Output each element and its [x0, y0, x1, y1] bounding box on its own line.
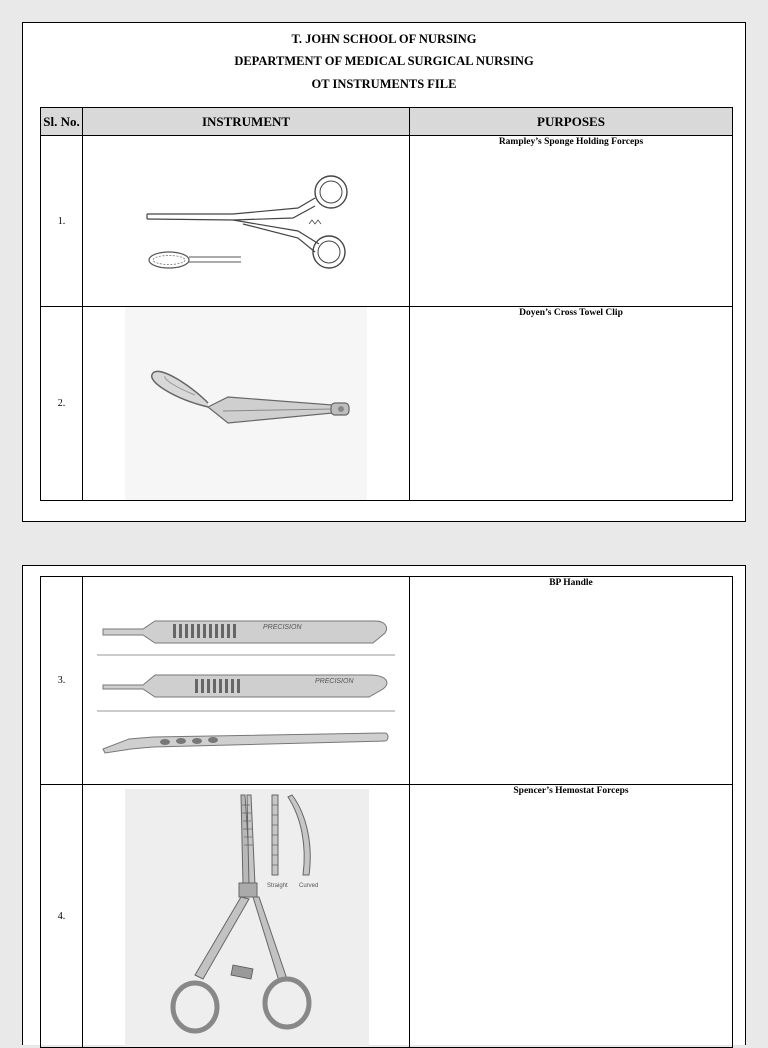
sponge-holding-forceps-icon	[83, 136, 408, 306]
table-row	[41, 577, 733, 785]
table-row	[41, 136, 733, 307]
tip-label-straight: Straight	[267, 883, 288, 889]
instrument-name: Spencer’s Hemostat Forceps	[513, 786, 629, 796]
purpose-cell	[410, 577, 733, 785]
bp-handle-icon	[83, 577, 408, 784]
instrument-name: Rampley’s Sponge Holding Forceps	[498, 137, 644, 147]
purpose-cell	[410, 307, 733, 501]
instrument-image-cell	[83, 785, 410, 1048]
column-header-sl-no: Sl. No.	[41, 108, 83, 136]
row-sl-no: 4.	[41, 785, 83, 1048]
instrument-name: BP Handle	[549, 578, 593, 588]
row-sl-no: 2.	[41, 307, 83, 501]
school-name: T. JOHN SCHOOL OF NURSING	[291, 32, 477, 46]
towel-clip-icon	[83, 307, 408, 500]
instrument-image-cell	[83, 577, 410, 785]
instrument-name: Doyen’s Cross Towel Clip	[519, 308, 623, 318]
column-header-instrument: INSTRUMENT	[83, 108, 410, 136]
document-page-2	[22, 565, 746, 1045]
row-sl-no: 1.	[41, 136, 83, 307]
document-page-1	[22, 22, 746, 522]
purpose-cell	[410, 785, 733, 1048]
instrument-image-cell	[83, 307, 410, 501]
page-gap	[0, 522, 768, 565]
instruments-table	[40, 107, 733, 501]
column-header-purposes: PURPOSES	[410, 108, 733, 136]
department-name: DEPARTMENT OF MEDICAL SURGICAL NURSING	[234, 54, 534, 68]
file-title: OT INSTRUMENTS FILE	[311, 77, 457, 91]
table-row	[41, 785, 733, 1048]
tip-label-curved: Curved	[299, 883, 319, 889]
purpose-cell	[410, 136, 733, 307]
instruments-table-continued	[40, 576, 733, 1048]
table-header-row	[41, 108, 733, 136]
hemostat-forceps-icon	[83, 785, 408, 1047]
engraving-text: PRECISION	[315, 678, 354, 685]
engraving-text: PRECISION	[263, 624, 302, 631]
instrument-image-cell	[83, 136, 410, 307]
row-sl-no: 3.	[41, 577, 83, 785]
table-row	[41, 307, 733, 501]
